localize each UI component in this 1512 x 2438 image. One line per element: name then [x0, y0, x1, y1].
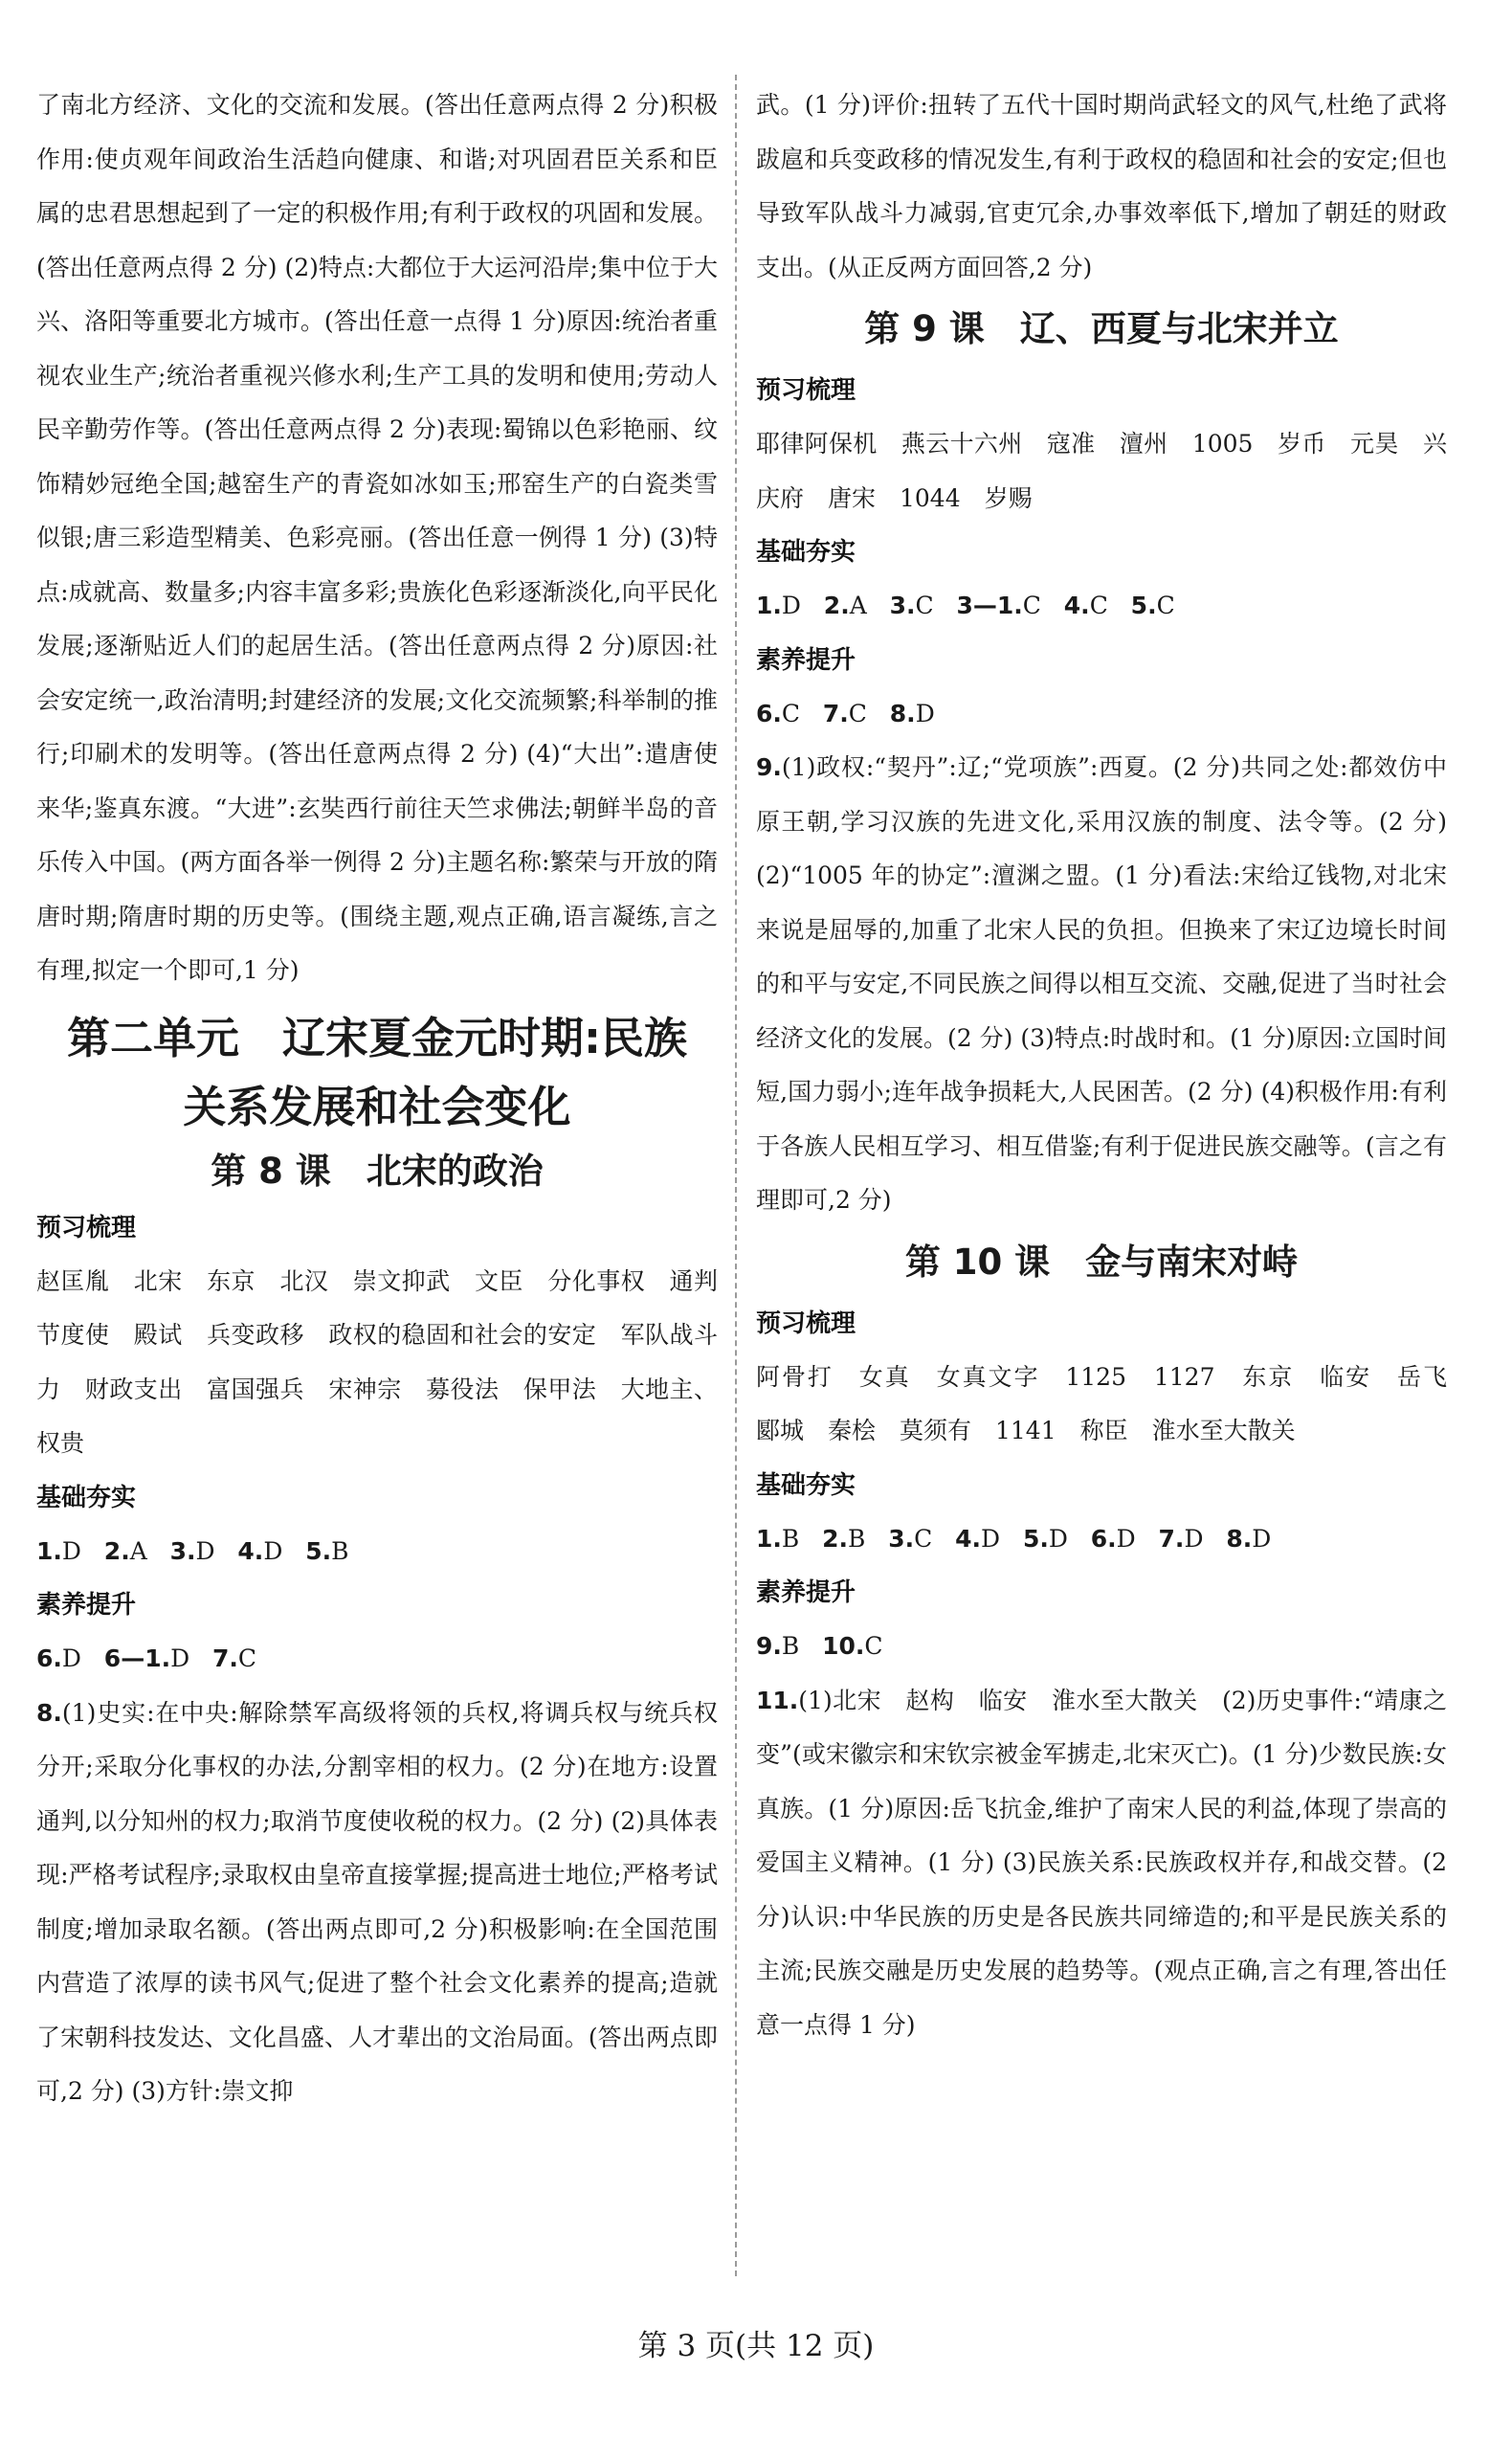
continued-paragraph: 武。(1 分)评价:扭转了五代十国时期尚武轻文的风气,杜绝了武将跋扈和兵变政移的情况发生,有利于政权的稳固和社会的安定;但也导致军队战斗力减弱,官吏冗余,办事效率低下,增加了朝廷的财政支出。(从正反两方面回答,2 分) [756, 91, 1447, 281]
lesson-9-preview-keywords: 耶律阿保机 燕云十六州 寇准 澶州 1005 岁币 元昊 兴庆府 唐宋 1044 岁赐 [756, 430, 1447, 512]
answer-item: 2.A [103, 1536, 147, 1565]
question-number: 8. [36, 1698, 62, 1727]
basic-answers [756, 1512, 1447, 1567]
answer-item: 3.C [889, 592, 934, 619]
lesson-8-preview-keywords: 赵匡胤 北宋 东京 北汉 崇文抑武 文臣 分化事权 通判 节度使 殿试 兵变政移 政权的稳固和社会的安定 军队战斗力 财政支出 富国强兵 宋神宗 募役法 保甲法 大地主、权贵 [36, 1266, 743, 1457]
answer-item: 8.D [1226, 1524, 1272, 1553]
answer-item: 7.C [211, 1644, 257, 1672]
unit-title-line-1: 第二单元 辽宋夏金元时期:民族 [67, 1012, 687, 1063]
answer-item: 1.D [36, 1536, 81, 1565]
page-footer: 第 3 页(共 12 页) [637, 2329, 875, 2363]
left-column [36, 78, 743, 2119]
question-9-text: (1)政权:“契丹”:辽;“党项族”:西夏。(2 分)共同之处:都效仿中原王朝,学习汉族的先进文化,采用汉族的制度、法令等。(2 分) (2)“1005 年的协定”:澶渊之盟。(1 分)看法:宋给辽钱物,对北宋来说是屈辱的,加重了北宋人民的负担。但换来了宋辽边境长时间的和平与安定,不同民族之间得以相互交流、交融,促进了当时社会经济文化的发展。(2 分) (3)特点:时战时和。(1 分)原因:立国时间短,国力弱小;连年战争损耗大,人民困苦。(2 分) (4)积极作用:有利于各族人民相互学习、相互借鉴;有利于促进民族交融等。(言之有理即可,2 分) [756, 753, 1447, 1214]
answer-item: 1.B [756, 1524, 800, 1553]
answer-item: 7.C [822, 699, 867, 727]
question-number: 9. [756, 753, 782, 781]
answer-item: 6—1.D [103, 1644, 190, 1672]
improve-answers [36, 1632, 718, 1687]
intro-paragraph: 了南北方经济、文化的交流和发展。(答出任意两点得 2 分)积极作用:使贞观年间政治生活趋向健康、和谐;对巩固君臣关系和臣属的忠君思想起到了一定的积极作用;有利于政权的巩固和发展。(答出任意两点得 2 分) (2)特点:大都位于大运河沿岸;集中位于大兴、洛阳等重要北方城市。(答出任意一点得 1 分)原因:统治者重视农业生产;统治者重视兴修水利;生产工具的发明和使用;劳动人民辛勤劳作等。(答出任意两点得 2 分)表现:蜀锦以色彩艳丽、纹饰精妙冠绝全国;越窑生产的青瓷如冰如玉;邢窑生产的白瓷类雪似银;唐三彩造型精美、色彩亮丽。(答出任意一例得 1 分) (3)特点:成就高、数量多;内容丰富多彩;贵族化色彩逐渐淡化,向平民化发展;逐渐贴近人们的起居生活。(答出任意两点得 2 分)原因:社会安定统一,政治清明;封建经济的发展;文化交流频繁;科举制的推行;印刷术的发明等。(答出任意两点得 2 分) (4)“大出”:遣唐使来华;鉴真东渡。“大进”:玄奘西行前往天竺求佛法;朝鲜半岛的音乐传入中国。(两方面各举一例得 2 分)主题名称:繁荣与开放的隋唐时期;隋唐时期的历史等。(围绕主题,观点正确,语言凝练,言之有理,拟定一个即可,1 分) [36, 91, 718, 984]
answer-item: 6.C [756, 699, 801, 727]
improve-heading: 素养提升 [756, 645, 856, 675]
question-11-text: (1)北宋 赵构 临安 淮水至大散关 (2)历史事件:“靖康之变”(或宋徽宗和宋钦宗被金军掳走,北宋灭亡)。(1 分)少数民族:女真族。(1 分)原因:岳飞抗金,维护了南宋人民的利益,体现了崇高的爱国主义精神。(1 分) (3)民族关系:民族政权并存,和战交替。(2 分)认识:中华民族的历史是各民族共同缔造的;和平是民族关系的主流;民族交融是历史发展的趋势等。(观点正确,言之有理,答出任意一点得 1 分) [756, 1686, 1447, 2039]
answer-item: 4.D [955, 1524, 1001, 1553]
answer-item: 4.D [237, 1536, 283, 1565]
lesson-10-title: 第 10 课 金与南宋对峙 [904, 1241, 1299, 1283]
unit-title [36, 1004, 718, 1142]
answer-item: 5.D [1022, 1524, 1068, 1553]
basic-answers [36, 1525, 718, 1579]
answer-item: 4.C [1063, 592, 1108, 619]
improve-heading: 素养提升 [756, 1578, 856, 1607]
right-column [756, 78, 1472, 2052]
answer-item: 2.A [823, 592, 867, 619]
basic-heading: 基础夯实 [36, 1483, 137, 1512]
answer-item: 3.C [888, 1524, 933, 1553]
lesson-10-preview-keywords: 阿骨打 女真 女真文字 1125 1127 东京 临安 岳飞 郾城 秦桧 莫须有 1141 称臣 淮水至大散关 [756, 1362, 1472, 1444]
answer-item: 3.D [169, 1536, 215, 1565]
preview-heading: 预习梳理 [36, 1213, 137, 1242]
improve-answers [756, 687, 1447, 742]
answer-item: 7.D [1158, 1524, 1204, 1553]
question-8-answer [36, 1687, 718, 2119]
lesson-8-title: 第 8 课 北宋的政治 [211, 1150, 544, 1192]
question-9-answer [756, 741, 1447, 1228]
answer-item: 9.B [756, 1632, 800, 1660]
answer-item: 3—1.C [956, 592, 1041, 619]
question-11-answer [756, 1674, 1447, 2053]
answer-item: 10.C [822, 1632, 883, 1660]
answer-item: 6.D [1090, 1524, 1136, 1553]
improve-answers [756, 1620, 1447, 1674]
basic-answers [756, 579, 1447, 634]
lesson-9-title: 第 9 课 辽、西夏与北宋并立 [864, 308, 1339, 349]
unit-title-line-2: 关系发展和社会变化 [183, 1081, 571, 1132]
answer-item: 1.D [756, 592, 801, 619]
answer-item: 5.C [1130, 592, 1175, 619]
answer-item: 2.B [822, 1524, 866, 1553]
basic-heading: 基础夯实 [756, 1470, 856, 1500]
question-number: 11. [756, 1686, 799, 1714]
question-8-text: (1)史实:在中央:解除禁军高级将领的兵权,将调兵权与统兵权分开;采取分化事权的办法,分割宰相的权力。(2 分)在地方:设置通判,以分知州的权力;取消节度使收税的权力。(2 分) (2)具体表现:严格考试程序;录取权由皇帝直接掌握;提高进士地位;严格考试制度;增加录取名额。(答出两点即可,2 分)积极影响:在全国范围内营造了浓厚的读书风气;促进了整个社会文化素养的提高;造就了宋朝科技发达、文化昌盛、人才辈出的文治局面。(答出两点即可,2 分) (3)方针:崇文抑 [36, 1698, 718, 2105]
answer-item: 5.B [305, 1536, 349, 1565]
answer-item: 8.D [889, 699, 935, 727]
preview-heading: 预习梳理 [756, 1308, 856, 1338]
answer-item: 6.D [36, 1644, 81, 1672]
basic-heading: 基础夯实 [756, 538, 856, 567]
column-divider [735, 75, 737, 2276]
improve-heading: 素养提升 [36, 1591, 137, 1620]
preview-heading: 预习梳理 [756, 376, 856, 405]
